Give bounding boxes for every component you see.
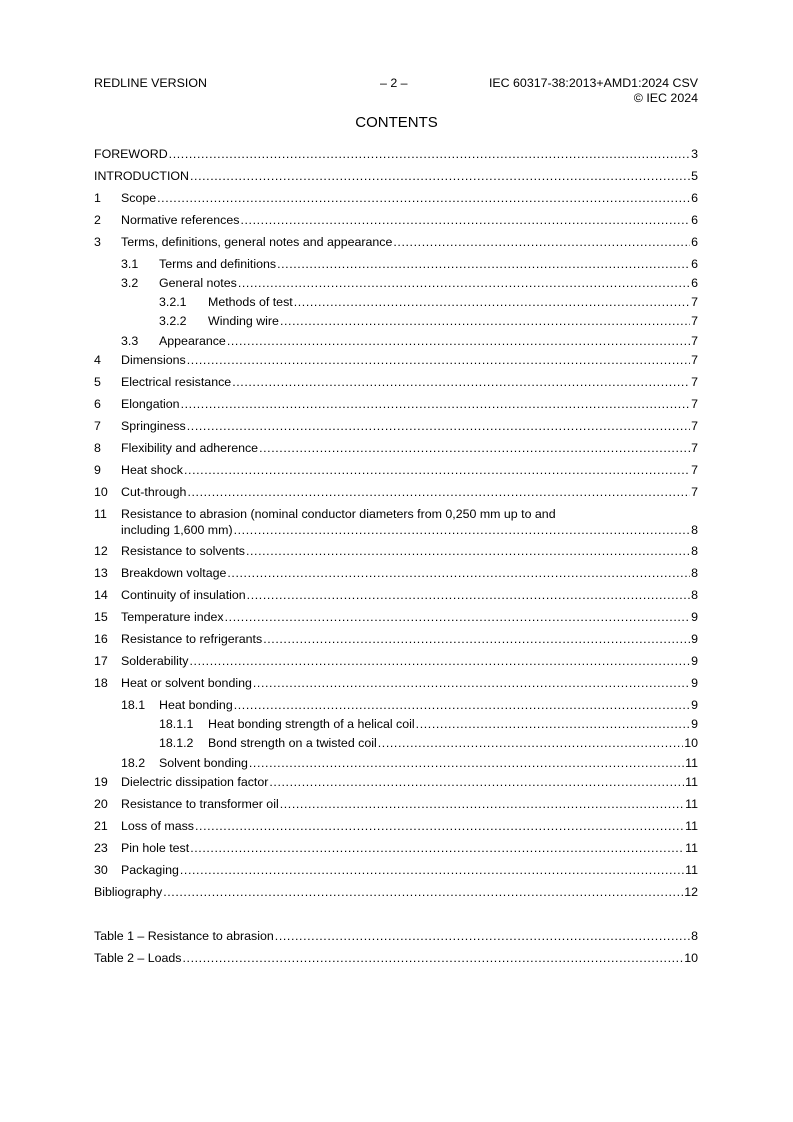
- toc-entry-page: 7: [691, 485, 698, 499]
- toc-entry-title: Resistance to solvents: [121, 544, 245, 558]
- toc-entry[interactable]: [94, 565, 698, 581]
- toc-entry-title: Flexibility and adherence: [121, 441, 259, 455]
- toc-entry-page: 9: [691, 676, 698, 690]
- toc-entry-title: Temperature index: [121, 610, 224, 624]
- toc-entry-page: 8: [691, 544, 698, 558]
- toc-entry[interactable]: [94, 796, 698, 812]
- toc-entry-number: 15: [94, 610, 108, 624]
- toc-entry-number: 3.3: [121, 334, 139, 348]
- toc-entry[interactable]: [94, 840, 698, 856]
- toc-entry[interactable]: [94, 190, 698, 206]
- toc-entry-title: Dielectric dissipation factor: [121, 775, 269, 789]
- toc-entry-page: 6: [691, 257, 698, 271]
- dot-leader: [240, 212, 690, 228]
- toc-entry-title: Heat bonding strength of a helical coil: [208, 717, 415, 731]
- dot-leader: [183, 950, 684, 966]
- toc-entry-page: 11: [685, 819, 698, 833]
- toc-entry[interactable]: [94, 275, 698, 291]
- toc-entry-page: 11: [685, 863, 698, 877]
- dot-leader: [393, 234, 690, 250]
- toc-entry-title: Heat or solvent bonding: [121, 676, 252, 690]
- toc-entry-page: 12: [684, 885, 698, 899]
- toc-entry-title: Continuity of insulation: [121, 588, 246, 602]
- toc-entry[interactable]: [94, 418, 698, 434]
- dot-leader: [163, 884, 683, 900]
- header-standard-block: [489, 76, 698, 106]
- toc-entry-number: 18.2: [121, 756, 146, 770]
- dot-leader: [378, 735, 683, 751]
- toc-entry[interactable]: [94, 396, 698, 412]
- toc-entry[interactable]: [94, 294, 698, 310]
- toc-entry-page: 11: [685, 756, 698, 770]
- dot-leader: [195, 818, 684, 834]
- toc-entry[interactable]: [94, 374, 698, 390]
- toc-entry-number: 17: [94, 654, 108, 668]
- toc-entry-title: Winding wire: [208, 314, 279, 328]
- dot-leader: [227, 565, 690, 581]
- dot-leader: [187, 352, 690, 368]
- toc-entry-title: INTRODUCTION: [94, 169, 189, 183]
- dot-leader: [275, 928, 690, 944]
- toc-entry-title: Table 1 – Resistance to abrasion: [94, 929, 274, 943]
- toc-entry[interactable]: [94, 484, 698, 500]
- toc-entry[interactable]: [94, 697, 698, 713]
- dot-leader: [269, 774, 684, 790]
- toc-entry[interactable]: [94, 146, 698, 162]
- toc-entry-page: 7: [691, 463, 698, 477]
- toc-entry-number: 3: [94, 235, 101, 249]
- toc-entry-page: 7: [691, 295, 698, 309]
- toc-entry-number: 3.2.1: [159, 295, 187, 309]
- toc-entry-page: 6: [691, 191, 698, 205]
- dot-leader: [280, 796, 684, 812]
- toc-entry-title: Normative references: [121, 213, 240, 227]
- toc-entry-title: Elongation: [121, 397, 180, 411]
- toc-entry[interactable]: [94, 884, 698, 900]
- toc-entry[interactable]: [94, 506, 698, 538]
- toc-entry[interactable]: [94, 333, 698, 349]
- dot-leader: [294, 294, 690, 310]
- toc-entry[interactable]: [94, 631, 698, 647]
- toc-entry[interactable]: [94, 862, 698, 878]
- toc-entry-title: Terms, definitions, general notes and appearance: [121, 235, 393, 249]
- toc-entry-title: Bibliography: [94, 885, 163, 899]
- toc-entry-number: 9: [94, 463, 101, 477]
- toc-entry-page: 7: [691, 419, 698, 433]
- dot-leader: [246, 543, 690, 559]
- toc-entry-page: 7: [691, 334, 698, 348]
- toc-entry[interactable]: [94, 928, 698, 944]
- page-title: CONTENTS: [355, 114, 438, 131]
- toc-entry[interactable]: [94, 234, 698, 250]
- toc-entry-page: 6: [691, 235, 698, 249]
- toc-entry[interactable]: [94, 212, 698, 228]
- toc-entry-title: Pin hole test: [121, 841, 190, 855]
- toc-entry[interactable]: [94, 818, 698, 834]
- toc-entry[interactable]: [94, 256, 698, 272]
- toc-entry-title: Scope: [121, 191, 157, 205]
- toc-entry-title-continued: including 1,600 mm): [121, 523, 233, 537]
- toc-entry-title: Bond strength on a twisted coil: [208, 736, 377, 750]
- toc-entry-page: 7: [691, 397, 698, 411]
- toc-entry-number: 5: [94, 375, 101, 389]
- toc-entry-title: Resistance to abrasion (nominal conductor diameters from 0,250 mm up to and: [121, 507, 556, 521]
- dot-leader: [277, 256, 690, 272]
- toc-entry-number: 18: [94, 676, 108, 690]
- header-standard: IEC 60317-38:2013+AMD1:2024 CSV: [488, 76, 698, 90]
- dot-leader: [249, 755, 684, 771]
- toc-entry-title: Packaging: [121, 863, 179, 877]
- toc-entry-title: Solderability: [121, 654, 189, 668]
- dot-leader: [280, 313, 690, 329]
- toc-entry-number: 4: [94, 353, 101, 367]
- toc-entry[interactable]: [94, 587, 698, 603]
- toc-entry-page: 11: [685, 841, 698, 855]
- dot-leader: [181, 396, 691, 412]
- dot-leader: [247, 587, 690, 603]
- toc-entry-number: 20: [94, 797, 108, 811]
- toc-entry-number: 12: [94, 544, 108, 558]
- toc-entry-page: 10: [684, 951, 698, 965]
- toc-entry-page: 11: [685, 797, 698, 811]
- toc-entry[interactable]: [94, 313, 698, 329]
- toc-entry-number: 2: [94, 213, 101, 227]
- toc-entry-title: Loss of mass: [121, 819, 194, 833]
- toc-entry[interactable]: [94, 735, 698, 751]
- dot-leader: [234, 697, 690, 713]
- dot-leader: [187, 418, 690, 434]
- toc-entry-page: 9: [691, 717, 698, 731]
- toc-entry[interactable]: [94, 755, 698, 771]
- toc-entry-number: 11: [94, 507, 107, 521]
- toc-entry-page: 8: [691, 566, 698, 580]
- toc-entry-number: 23: [94, 841, 108, 855]
- dot-leader: [190, 653, 691, 669]
- toc-entry-title: Resistance to transformer oil: [121, 797, 279, 811]
- header-copyright: © IEC 2024: [633, 91, 698, 105]
- dot-leader: [263, 631, 690, 647]
- dot-leader: [259, 440, 690, 456]
- toc-entry-number: 21: [94, 819, 108, 833]
- toc-entry-title: Electrical resistance: [121, 375, 232, 389]
- toc-entry[interactable]: [94, 950, 698, 966]
- toc-entry-page: 6: [691, 276, 698, 290]
- dot-leader: [253, 675, 690, 691]
- toc-entry[interactable]: [94, 543, 698, 559]
- toc-entry-page: 7: [691, 353, 698, 367]
- toc-entry-page: 3: [691, 147, 698, 161]
- dot-leader: [225, 609, 690, 625]
- toc-entry[interactable]: [94, 716, 698, 732]
- toc-entry-page: 7: [691, 314, 698, 328]
- dot-leader: [416, 716, 690, 732]
- toc-entry-page: 9: [691, 632, 698, 646]
- toc-entry-number: 18.1: [121, 698, 146, 712]
- toc-entry[interactable]: [94, 609, 698, 625]
- dot-leader: [187, 484, 690, 500]
- toc-entry-number: 6: [94, 397, 101, 411]
- toc-entry[interactable]: [94, 352, 698, 368]
- toc-entry-title: Resistance to refrigerants: [121, 632, 263, 646]
- toc-entry-number: 18.1.2: [159, 736, 194, 750]
- toc-entry-title: Dimensions: [121, 353, 186, 367]
- toc-entry-title: Solvent bonding: [159, 756, 248, 770]
- dot-leader: [232, 374, 690, 390]
- toc-entry-page: 8: [691, 588, 698, 602]
- toc-entry-title: Cut-through: [121, 485, 187, 499]
- toc-entry-number: 16: [94, 632, 108, 646]
- toc-entry-number: 18.1.1: [159, 717, 194, 731]
- toc-entry-page: 6: [691, 213, 698, 227]
- toc-entry-number: 3.2: [121, 276, 139, 290]
- toc-entry-title: Table 2 – Loads: [94, 951, 182, 965]
- toc-entry-page: 9: [691, 654, 698, 668]
- dot-leader: [184, 462, 690, 478]
- toc-entry[interactable]: [94, 440, 698, 456]
- dot-leader: [227, 333, 690, 349]
- toc-entry-title: Springiness: [121, 419, 186, 433]
- toc-entry[interactable]: [94, 653, 698, 669]
- header-version: REDLINE VERSION: [94, 76, 207, 90]
- toc-entry-title: Heat bonding: [159, 698, 233, 712]
- dot-leader: [180, 862, 684, 878]
- dot-leader: [234, 522, 691, 538]
- toc-entry-page: 9: [691, 698, 698, 712]
- toc-entry-title: General notes: [159, 276, 237, 290]
- toc-entry-title: Terms and definitions: [159, 257, 277, 271]
- toc-entry[interactable]: [94, 168, 698, 184]
- dot-leader: [157, 190, 690, 206]
- toc-entry-page: 9: [691, 610, 698, 624]
- toc-entry-page: 5: [691, 169, 698, 183]
- toc-entry-page: 11: [685, 775, 698, 789]
- toc-entry[interactable]: [94, 675, 698, 691]
- toc-entry-page: 10: [684, 736, 698, 750]
- toc-entry-title: FOREWORD: [94, 147, 168, 161]
- toc-entry-page: 8: [691, 523, 698, 537]
- dot-leader: [190, 168, 690, 184]
- toc-entry-page: 7: [691, 441, 698, 455]
- toc-entry-number: 3.2.2: [159, 314, 187, 328]
- toc-entry-number: 14: [94, 588, 108, 602]
- toc-entry-title: Heat shock: [121, 463, 183, 477]
- dot-leader: [190, 840, 684, 856]
- toc-entry[interactable]: [94, 462, 698, 478]
- toc-entry-page: 8: [691, 929, 698, 943]
- toc-entry-number: 30: [94, 863, 108, 877]
- toc-entry-title: Appearance: [159, 334, 226, 348]
- dot-leader: [238, 275, 690, 291]
- toc-entry-number: 3.1: [121, 257, 139, 271]
- toc-entry-number: 13: [94, 566, 108, 580]
- toc-entry-page: 7: [691, 375, 698, 389]
- toc-entry-number: 1: [94, 191, 101, 205]
- header-page-number: – 2 –: [380, 76, 408, 90]
- toc-entry-number: 8: [94, 441, 101, 455]
- dot-leader: [169, 146, 690, 162]
- toc-entry-number: 10: [94, 485, 108, 499]
- toc-entry-number: 7: [94, 419, 101, 433]
- toc-entry-title: Breakdown voltage: [121, 566, 227, 580]
- toc-entry-title: Methods of test: [208, 295, 293, 309]
- toc-entry-number: 19: [94, 775, 108, 789]
- toc-entry[interactable]: [94, 774, 698, 790]
